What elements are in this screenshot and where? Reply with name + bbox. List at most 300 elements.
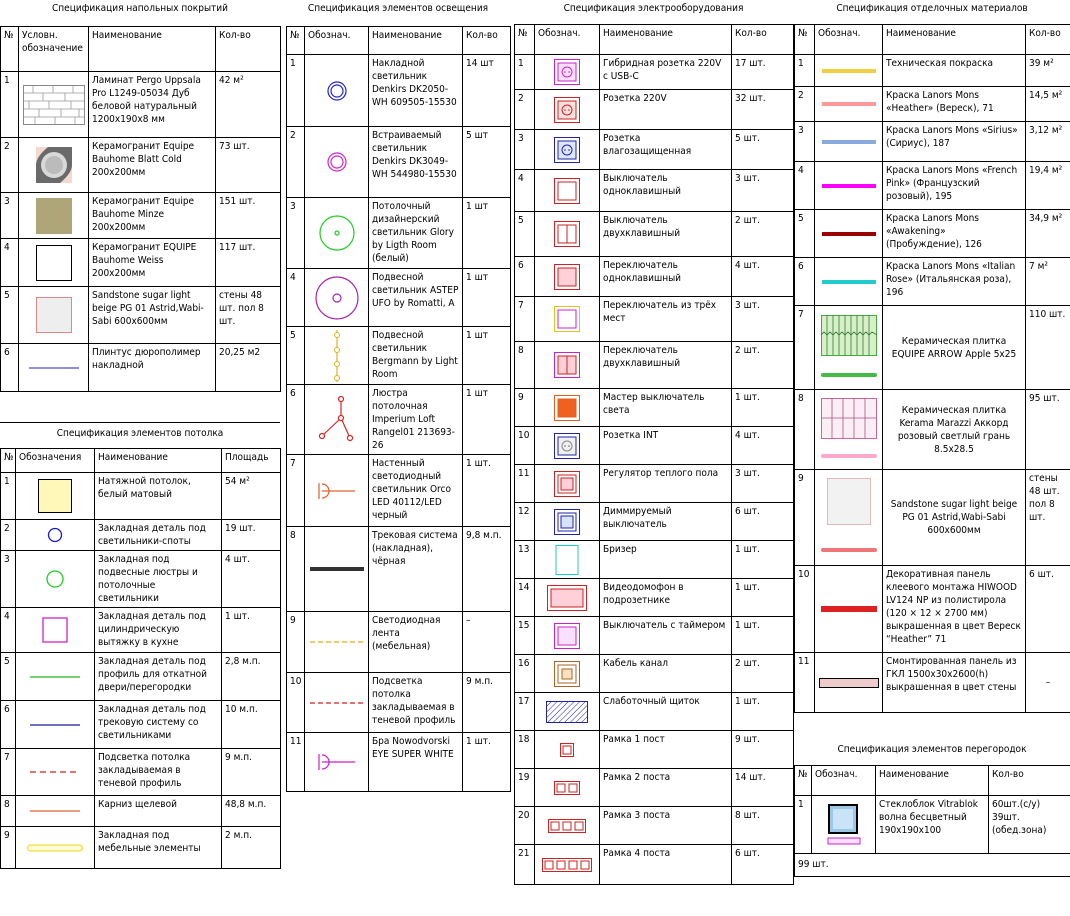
master-switch-icon <box>535 389 600 427</box>
stretch-ceiling-icon <box>16 473 95 520</box>
row-name: Ламинат Pergo Uppsala Pro L1249-05034 Дуб беловой натуральный 1200х190х8 мм <box>89 72 216 138</box>
ceiling-spec-title: Спецификация элементов потолка <box>0 422 280 448</box>
table-row <box>515 617 794 655</box>
table-row <box>795 258 1070 306</box>
row-name: Стеклоблок Vitrablok волна бесцветный 190х190х100 <box>876 796 989 854</box>
row-qty: стены 48 шт. пол 8 шт. <box>216 287 281 344</box>
row-name: Керамическая плитка EQUIPE ARROW Apple 5х25 <box>883 306 1026 390</box>
row-qty: 17 шт. <box>732 55 794 90</box>
row-number: 6 <box>1 344 19 392</box>
header-cell: Наименование <box>89 27 216 72</box>
row-number: 6 <box>515 257 535 297</box>
table-row <box>515 655 794 693</box>
tile-sandstone-icon <box>19 287 89 344</box>
row-number: 19 <box>515 769 535 807</box>
skirting-line-icon <box>19 344 89 392</box>
row-qty: 20,25 м2 <box>216 344 281 392</box>
finish-table <box>794 24 1070 713</box>
table-row <box>515 90 794 130</box>
toggle-1-icon <box>535 257 600 297</box>
row-name: Керамогранит EQUIPE Bauhome Weiss 200х200мм <box>89 239 216 287</box>
row-qty: 60шт.(с/у) 39шт. (обед.зона) <box>989 796 1070 854</box>
recessed-light-icon <box>305 127 369 198</box>
ceiling-table <box>0 448 281 869</box>
header-cell: Обознач. <box>815 25 883 55</box>
header-cell: Наименование <box>876 766 989 796</box>
table-row <box>795 122 1070 162</box>
row-name: Карниз щелевой <box>95 796 222 827</box>
row-qty: 2 шт. <box>732 655 794 693</box>
row-qty: 3 шт. <box>732 297 794 342</box>
row-number: 14 <box>515 579 535 617</box>
row-number: 3 <box>795 122 815 162</box>
row-qty: 4 шт. <box>732 427 794 465</box>
row-name: Закладная деталь под цилиндрическую вытяжку в кухне <box>95 608 222 653</box>
row-qty: 10 м.п. <box>222 701 281 749</box>
toggle-2-icon <box>535 342 600 389</box>
row-name: Мастер выключатель света <box>600 389 732 427</box>
row-number: 7 <box>515 297 535 342</box>
row-number: 10 <box>287 673 305 733</box>
row-number: 7 <box>795 306 815 390</box>
table-row <box>287 455 511 527</box>
header-cell: № <box>795 25 815 55</box>
row-number: 15 <box>515 617 535 655</box>
row-name: Бризер <box>600 541 732 579</box>
header-cell: Кол-во <box>463 27 511 55</box>
table-row <box>1 138 281 193</box>
table-row <box>1 520 281 551</box>
toggle-3way-icon <box>535 297 600 342</box>
row-number: 9 <box>1 827 16 869</box>
paint-swatch-icon <box>815 55 883 87</box>
table-row <box>1 551 281 608</box>
ufo-pendant-icon <box>305 269 369 327</box>
breezer-icon <box>535 541 600 579</box>
table-row <box>287 612 511 673</box>
ceiling-spec <box>0 422 280 869</box>
row-number: 6 <box>795 258 815 306</box>
row-name: Бра Nowodvorski EYE SUPER WHITE <box>369 733 463 792</box>
usb-socket-icon <box>535 55 600 90</box>
row-qty: 34,9 м² <box>1026 210 1070 258</box>
table-row <box>795 87 1070 122</box>
row-name: Люстра потолочная Imperium Loft Rangel01 213693-26 <box>369 385 463 455</box>
furniture-mount-icon <box>16 827 95 869</box>
row-qty: 9 м.п. <box>463 673 511 733</box>
table-row <box>795 796 1070 854</box>
row-number: 2 <box>1 138 19 193</box>
sconce-icon <box>305 733 369 792</box>
cable-channel-icon <box>535 655 600 693</box>
shadow-profile-dashed-icon <box>16 749 95 796</box>
table-row <box>515 342 794 389</box>
paint-swatch-icon <box>815 162 883 210</box>
arrow-tile-icon <box>815 306 883 390</box>
electric-spec-title: Спецификация электрооборудования <box>563 3 744 14</box>
lighting-table <box>286 26 511 792</box>
bergmann-pendant-icon <box>305 327 369 385</box>
switch-2-icon <box>535 212 600 257</box>
row-number: 8 <box>1 796 16 827</box>
row-name: Переключатель из трёх мест <box>600 297 732 342</box>
row-qty: 9,8 м.п. <box>463 527 511 612</box>
row-number: 2 <box>287 127 305 198</box>
table-row <box>515 297 794 342</box>
row-qty: 2 шт. <box>732 342 794 389</box>
table-row <box>795 566 1070 653</box>
row-qty: 5 шт. <box>732 130 794 170</box>
surface-light-icon <box>305 55 369 127</box>
row-qty: 19,4 м² <box>1026 162 1070 210</box>
header-cell: Кол-во <box>989 766 1070 796</box>
sandstone-tile-icon <box>815 470 883 566</box>
row-number: 11 <box>515 465 535 503</box>
row-qty: 1 шт. <box>463 733 511 792</box>
row-number: 1 <box>795 55 815 87</box>
row-qty: 39 м² <box>1026 55 1070 87</box>
row-number: 13 <box>515 541 535 579</box>
row-number: 1 <box>287 55 305 127</box>
tile-minze-icon <box>19 193 89 239</box>
row-number: 10 <box>795 566 815 653</box>
row-number: 11 <box>795 653 815 713</box>
row-qty: 42 м² <box>216 72 281 138</box>
table-row <box>287 127 511 198</box>
table-row <box>1 796 281 827</box>
table-row <box>287 269 511 327</box>
laminate-icon <box>19 72 89 138</box>
table-header-row <box>515 25 794 55</box>
row-qty: 5 шт <box>463 127 511 198</box>
table-row <box>515 389 794 427</box>
row-number: 1 <box>795 796 812 854</box>
header-cell: № <box>1 449 16 473</box>
paint-swatch-icon <box>815 87 883 122</box>
row-name: Выключатель с таймером <box>600 617 732 655</box>
int-socket-icon <box>535 427 600 465</box>
paint-swatch-icon <box>815 210 883 258</box>
row-number: 6 <box>287 385 305 455</box>
row-name: Диммируемый выключатель <box>600 503 732 541</box>
tile-weiss-icon <box>19 239 89 287</box>
wall-light-icon <box>305 455 369 527</box>
row-name: Слаботочный щиток <box>600 693 732 731</box>
partition-table <box>794 765 1070 854</box>
row-qty: 1 шт <box>463 327 511 385</box>
row-qty: 73 шт. <box>216 138 281 193</box>
row-qty: 1 шт. <box>732 541 794 579</box>
tile-blatt-icon <box>19 138 89 193</box>
row-number: 12 <box>515 503 535 541</box>
row-qty: 48,8 м.п. <box>222 796 281 827</box>
row-qty: 1 шт. <box>463 455 511 527</box>
row-number: 3 <box>1 193 19 239</box>
intercom-icon <box>535 579 600 617</box>
row-name: Краска Lanors Mons «Sirius» (Сириус), 187 <box>883 122 1026 162</box>
waterproof-socket-icon <box>535 130 600 170</box>
table-row <box>515 257 794 297</box>
row-qty: 1 шт <box>463 269 511 327</box>
floor-spec-title: Спецификация напольных покрытий <box>52 3 228 14</box>
low-current-panel-icon <box>535 693 600 731</box>
table-header-row <box>1 27 281 72</box>
table-row <box>1 608 281 653</box>
table-row <box>795 306 1070 390</box>
electric-table <box>514 24 794 885</box>
row-name: Керамогранит Equipe Bauhome Blatt Cold 200х200мм <box>89 138 216 193</box>
socket-icon <box>535 90 600 130</box>
table-row <box>515 769 794 807</box>
row-number: 9 <box>287 612 305 673</box>
row-name: Рамка 1 пост <box>600 731 732 769</box>
row-number: 3 <box>515 130 535 170</box>
row-qty: 2 шт. <box>732 212 794 257</box>
header-cell: № <box>795 766 812 796</box>
row-name: Закладная деталь под светильники-споты <box>95 520 222 551</box>
header-cell: Обозначения <box>16 449 95 473</box>
table-row <box>1 653 281 701</box>
table-row <box>515 503 794 541</box>
row-name: Кабель канал <box>600 655 732 693</box>
table-row <box>287 198 511 269</box>
row-number: 9 <box>515 389 535 427</box>
glass-block-icon <box>812 796 876 854</box>
table-row <box>1 749 281 796</box>
row-name: Накладной светильник Denkirs DK2050-WH 609505-15530 <box>369 55 463 127</box>
timer-switch-icon <box>535 617 600 655</box>
row-number: 1 <box>1 72 19 138</box>
table-row <box>1 287 281 344</box>
row-qty: 14,5 м² <box>1026 87 1070 122</box>
row-number: 7 <box>1 749 16 796</box>
table-header-row <box>795 25 1070 55</box>
row-qty: 6 шт. <box>1026 566 1070 653</box>
cornice-line-icon <box>16 796 95 827</box>
partition-footer-total: 99 шт. <box>794 854 1070 877</box>
row-name: Рамка 4 поста <box>600 845 732 885</box>
header-cell: Кол-во <box>1026 25 1070 55</box>
row-number: 18 <box>515 731 535 769</box>
table-row <box>287 55 511 127</box>
row-qty: 54 м² <box>222 473 281 520</box>
row-name: Регулятор теплого пола <box>600 465 732 503</box>
track-system-icon <box>305 527 369 612</box>
row-qty: – <box>463 612 511 673</box>
paint-swatch-icon <box>815 122 883 162</box>
door-profile-line-icon <box>16 653 95 701</box>
row-qty: 1 шт <box>463 385 511 455</box>
row-qty: 1 шт. <box>222 608 281 653</box>
floor-table <box>0 26 281 392</box>
row-qty: 117 шт. <box>216 239 281 287</box>
row-qty: 4 шт. <box>732 257 794 297</box>
table-row <box>1 827 281 869</box>
row-number: 8 <box>515 342 535 389</box>
row-qty: 6 шт. <box>732 845 794 885</box>
row-qty: 1 шт <box>463 198 511 269</box>
table-row <box>287 733 511 792</box>
finish-spec <box>794 0 1070 713</box>
row-name: Светодиодная лента (мебельная) <box>369 612 463 673</box>
table-row <box>287 385 511 455</box>
row-name: Краска Lanors Mons «Heather» (Вереск), 71 <box>883 87 1026 122</box>
header-cell: № <box>1 27 19 72</box>
table-row <box>1 473 281 520</box>
pendant-mount-icon <box>16 551 95 608</box>
row-number: 5 <box>1 287 19 344</box>
row-name: Подвесной светильник ASTEP UFO by Romatti, A <box>369 269 463 327</box>
row-number: 4 <box>1 608 16 653</box>
header-cell: № <box>287 27 305 55</box>
paint-swatch-icon <box>815 258 883 306</box>
frame-2-icon <box>535 769 600 807</box>
row-name: Выключатель одноклавишный <box>600 170 732 212</box>
header-cell: Обознач. <box>535 25 600 55</box>
row-qty: 151 шт. <box>216 193 281 239</box>
row-number: 21 <box>515 845 535 885</box>
row-number: 3 <box>1 551 16 608</box>
frame-1-icon <box>535 731 600 769</box>
row-name: Закладная деталь под профиль для откатной двери/перегородки <box>95 653 222 701</box>
row-name: Подсветка потолка закладываемая в теневой профиль <box>369 673 463 733</box>
row-qty: 8 шт. <box>732 807 794 845</box>
row-name: Керамогранит Equipe Bauhome Minze 200х200мм <box>89 193 216 239</box>
ceiling-design-light-icon <box>305 198 369 269</box>
table-row <box>1 239 281 287</box>
row-qty: – <box>1026 653 1070 713</box>
row-number: 5 <box>1 653 16 701</box>
accord-tile-icon <box>815 390 883 470</box>
row-qty: 1 шт. <box>732 617 794 655</box>
table-row <box>515 807 794 845</box>
row-number: 8 <box>287 527 305 612</box>
row-name: Смонтированная панель из ГКЛ 1500х30х2600(h) выкрашенная в цвет стены <box>883 653 1026 713</box>
row-name: Закладная под мебельные элементы <box>95 827 222 869</box>
header-cell: Наименование <box>369 27 463 55</box>
row-name: Декоративная панель клеевого монтажа HIWOOD LV124 NP из полистирола (120 × 12 × 2700 мм) выкрашенная в цвет Вереск “Heather” 71 <box>883 566 1026 653</box>
row-qty: 6 шт. <box>732 503 794 541</box>
table-header-row <box>1 449 281 473</box>
row-name: Натяжной потолок, белый матовый <box>95 473 222 520</box>
led-strip-icon <box>305 612 369 673</box>
row-name: Гибридная розетка 220V с USB-C <box>600 55 732 90</box>
row-qty: 2,8 м.п. <box>222 653 281 701</box>
table-row <box>287 673 511 733</box>
row-name: Керамическая плитка Kerama Marazzi Аккорд розовый светлый грань 8.5х28.5 <box>883 390 1026 470</box>
row-name: Настенный светодиодный светильник Orco LED 40112/LED черный <box>369 455 463 527</box>
table-header-row <box>795 766 1070 796</box>
row-number: 9 <box>795 470 815 566</box>
row-name: Встраиваемый светильник Denkirs DK3049-WH 544980-15530 <box>369 127 463 198</box>
row-qty: 4 шт. <box>222 551 281 608</box>
row-name: Трековая система (накладная), чёрная <box>369 527 463 612</box>
row-number: 5 <box>287 327 305 385</box>
row-qty: стены 48 шт. пол 8 шт. <box>1026 470 1070 566</box>
header-cell: Обознач. <box>305 27 369 55</box>
row-name: Подсветка потолка закладываемая в теневой профиль <box>95 749 222 796</box>
table-row <box>1 701 281 749</box>
ceiling-shadow-light-icon <box>305 673 369 733</box>
row-qty: 3 шт. <box>732 465 794 503</box>
electric-spec <box>514 0 793 885</box>
table-row <box>795 55 1070 87</box>
row-qty: 14 шт. <box>732 769 794 807</box>
row-name: Рамка 3 поста <box>600 807 732 845</box>
row-number: 10 <box>515 427 535 465</box>
table-row <box>795 390 1070 470</box>
table-row <box>515 731 794 769</box>
chandelier-icon <box>305 385 369 455</box>
row-name: Розетка INT <box>600 427 732 465</box>
table-row <box>795 470 1070 566</box>
table-row <box>515 845 794 885</box>
row-name: Краска Lanors Mons «French Pink» (Французский розовый), 195 <box>883 162 1026 210</box>
row-qty: 2 м.п. <box>222 827 281 869</box>
row-qty: 110 шт. <box>1026 306 1070 390</box>
row-name: Переключатель двухклавишный <box>600 342 732 389</box>
track-line-icon <box>16 701 95 749</box>
switch-1-icon <box>535 170 600 212</box>
row-name: Розетка 220V <box>600 90 732 130</box>
gkl-panel-icon <box>815 653 883 713</box>
header-cell: № <box>515 25 535 55</box>
row-name: Розетка влагозащищенная <box>600 130 732 170</box>
table-row <box>515 693 794 731</box>
row-number: 4 <box>795 162 815 210</box>
row-name: Видеодомофон в подрозетнике <box>600 579 732 617</box>
row-name: Рамка 2 поста <box>600 769 732 807</box>
row-name: Краска Lanors Mons «Italian Rose» (Итальянская роза), 196 <box>883 258 1026 306</box>
lighting-spec <box>286 0 510 792</box>
row-name: Закладная под подвесные люстры и потолочные светильники <box>95 551 222 608</box>
spot-mount-icon <box>16 520 95 551</box>
row-number: 4 <box>515 170 535 212</box>
table-row <box>515 465 794 503</box>
table-row <box>515 130 794 170</box>
row-name: Потолочный дизайнерский светильник Glory by Ligth Room (белый) <box>369 198 463 269</box>
row-name: Подвесной светильник Bergmann by Light Room <box>369 327 463 385</box>
header-cell: Наименование <box>600 25 732 55</box>
row-name: Закладная деталь под трековую систему со светильниками <box>95 701 222 749</box>
partition-spec <box>794 737 1070 877</box>
row-number: 4 <box>1 239 19 287</box>
row-number: 5 <box>515 212 535 257</box>
row-number: 1 <box>515 55 535 90</box>
lighting-spec-title: Спецификация элементов освещения <box>307 3 489 14</box>
table-row <box>1 72 281 138</box>
header-cell: Наименование <box>883 25 1026 55</box>
row-number: 2 <box>1 520 16 551</box>
table-row <box>515 427 794 465</box>
table-row <box>515 55 794 90</box>
row-qty: 19 шт. <box>222 520 281 551</box>
row-qty: 3 шт. <box>732 170 794 212</box>
row-qty: 7 м² <box>1026 258 1070 306</box>
table-row <box>515 212 794 257</box>
table-row <box>515 170 794 212</box>
floor-spec <box>0 0 280 392</box>
row-qty: 32 шт. <box>732 90 794 130</box>
row-number: 7 <box>287 455 305 527</box>
partition-spec-title: Спецификация элементов перегородок <box>837 744 1027 755</box>
row-number: 6 <box>1 701 16 749</box>
table-row <box>287 327 511 385</box>
table-header-row <box>287 27 511 55</box>
row-qty: 1 шт. <box>732 389 794 427</box>
table-row <box>795 653 1070 713</box>
floor-heat-regulator-icon <box>535 465 600 503</box>
